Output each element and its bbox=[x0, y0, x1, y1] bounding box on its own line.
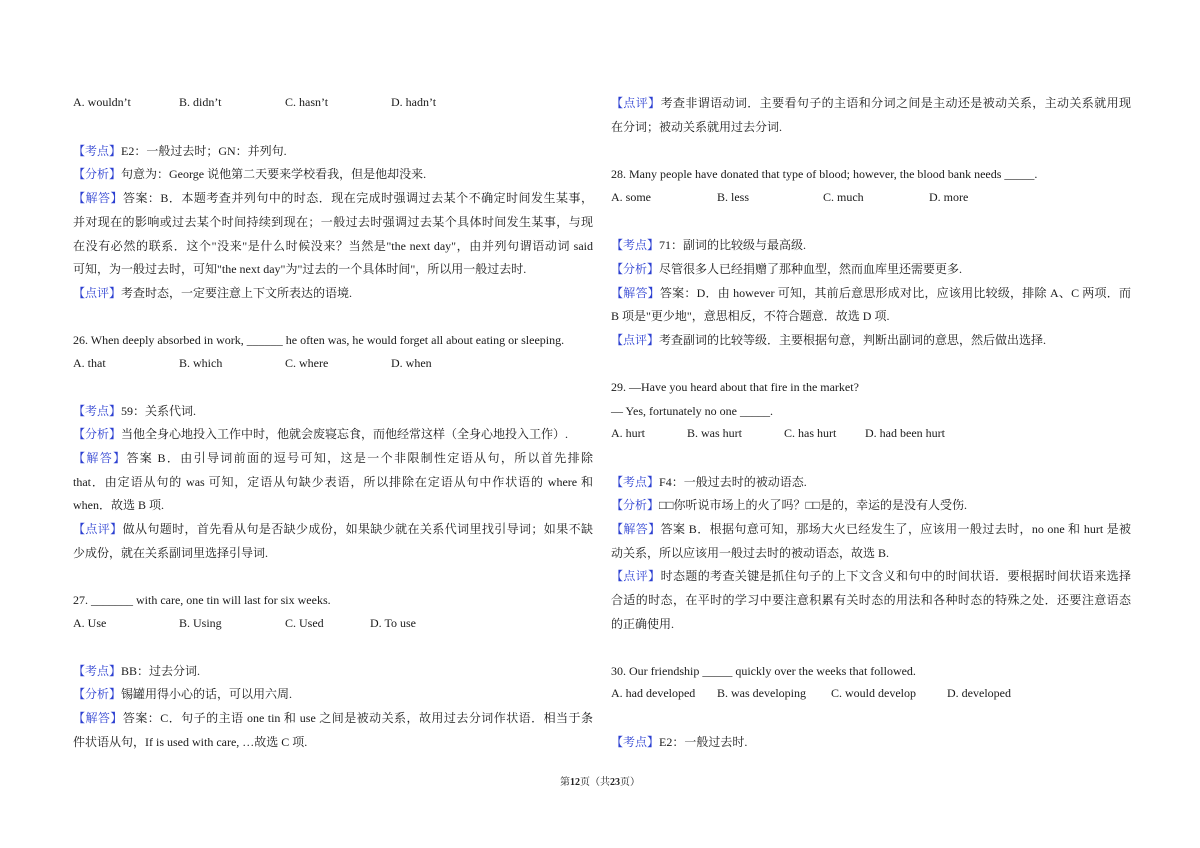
q26-stem: 26. When deeply absorbed in work, ______ he often was, he would forget all about eating or sleeping. bbox=[73, 333, 565, 347]
option-b: B. was hurt bbox=[687, 426, 742, 440]
q28-fenxi: 【分析】尽管很多人已经捐赠了那种血型，然而血库里还需要更多. bbox=[611, 262, 963, 276]
option-b: B. which bbox=[179, 356, 223, 370]
q28-kaodian: 【考点】71：副词的比较级与最高级. bbox=[611, 238, 807, 252]
option-a: A. had developed bbox=[611, 686, 696, 700]
q29-jieda-line2: 动关系，所以应该用一般过去时的被动语态，故选 B. bbox=[611, 546, 890, 560]
page-total: 23 bbox=[610, 777, 620, 788]
option-a: A. some bbox=[611, 190, 651, 204]
option-b: B. less bbox=[717, 190, 750, 204]
q28-stem: 28. Many people have donated that type of blood; however, the blood bank needs _____. bbox=[611, 167, 1038, 181]
option-c: C. would develop bbox=[831, 686, 916, 700]
option-d: D. developed bbox=[947, 686, 1011, 700]
q25-jieda-line1: 【解答】答案：B．本题考查并列句中的时态．现在完成时强调过去某个不确定时间发生某事， bbox=[73, 191, 593, 205]
option-d: D. had been hurt bbox=[865, 426, 945, 440]
q29-stem-line2: — Yes, fortunately no one _____. bbox=[611, 404, 773, 418]
option-c: C. where bbox=[285, 356, 329, 370]
q25-kaodian: 【考点】E2：一般过去时；GN：并列句. bbox=[73, 144, 287, 158]
q26-jieda-line1: 【解答】答案 B．由引导词前面的逗号可知，这是一个非限制性定语从句，所以首先排除 bbox=[73, 451, 593, 465]
option-d: D. To use bbox=[370, 616, 416, 630]
page-number: 12 bbox=[570, 777, 580, 788]
option-c: C. Used bbox=[285, 616, 324, 630]
q29-dianping-line3: 的正确使用. bbox=[611, 617, 675, 631]
q27-dianping-line1: 【点评】考查非谓语动词．主要看句子的主语和分词之间是主动还是被动关系，主动关系就用现 bbox=[611, 96, 1131, 110]
q28-jieda-line1: 【解答】答案：D．由 however 可知，其前后意思形成对比，应该用比较级，排除 A、C 两项．而 bbox=[611, 286, 1131, 300]
q28-jieda-line2: B 项是"更少地"，意思相反，不符合题意．故选 D 项. bbox=[611, 309, 890, 323]
q26-dianping-line2: 少成份，就在关系副词里选择引导词. bbox=[73, 546, 269, 560]
option-b: B. was developing bbox=[717, 686, 806, 700]
q27-fenxi: 【分析】锡罐用得小心的话，可以用六周. bbox=[73, 687, 293, 701]
option-a: A. that bbox=[73, 356, 106, 370]
option-a: A. hurt bbox=[611, 426, 645, 440]
option-c: C. hasn’t bbox=[285, 95, 329, 109]
q25-jieda-line4: 可知，为一般过去时，可知"the next day"为"过去的一个具体时间"，所以用一般过去时. bbox=[73, 262, 527, 276]
option-d: D. hadn’t bbox=[391, 95, 437, 109]
q25-dianping: 【点评】考查时态，一定要注意上下文所表达的语境. bbox=[73, 286, 353, 300]
q27-kaodian: 【考点】BB：过去分词. bbox=[73, 664, 201, 678]
q26-jieda-line3: when．故选 B 项. bbox=[73, 498, 164, 512]
q29-fenxi: 【分析】□□你听说市场上的火了吗？□□是的，幸运的是没有人受伤. bbox=[611, 498, 968, 512]
q29-dianping-line2: 合适的时态，在平时的学习中要注意积累有关时态的用法和各种时态的特殊之处．还要注意语态 bbox=[611, 593, 1131, 607]
option-c: C. has hurt bbox=[784, 426, 837, 440]
q26-dianping-line1: 【点评】做从句题时，首先看从句是否缺少成份，如果缺少就在关系代词里找引导词；如果不缺 bbox=[73, 522, 593, 536]
q27-dianping-line2: 在分词；被动关系就用过去分词. bbox=[611, 120, 783, 134]
q29-jieda-line1: 【解答】答案 B．根据句意可知，那场大火已经发生了，应该用一般过去时，no one 和 hurt 是被 bbox=[611, 522, 1131, 536]
q30-stem: 30. Our friendship _____ quickly over the weeks that followed. bbox=[611, 664, 916, 678]
q27-jieda-line2: 件状语从句，If is used with care, …故选 C 项. bbox=[73, 735, 308, 749]
q25-fenxi: 【分析】句意为：George 说他第二天要来学校看我，但是他却没来. bbox=[73, 167, 427, 181]
q26-jieda-line2: that．由定语从句的 was 可知，定语从句缺少表语，所以排除在定语从句中作状语的 where 和 bbox=[73, 475, 593, 489]
q27-stem: 27. _______ with care, one tin will last for six weeks. bbox=[73, 593, 331, 607]
q26-kaodian: 【考点】59：关系代词. bbox=[73, 404, 197, 418]
q29-stem-line1: 29. —Have you heard about that fire in the market? bbox=[611, 380, 859, 394]
q29-kaodian: 【考点】F4：一般过去时的被动语态. bbox=[611, 475, 807, 489]
q25-jieda-line3: 在没有必然的联系．这个"没来"是什么时候没来？当然是"the next day"，由并列句谓语动词 said bbox=[73, 239, 593, 253]
page-footer: 第12页（共23页） bbox=[560, 777, 640, 788]
option-a: A. Use bbox=[73, 616, 107, 630]
option-d: D. more bbox=[929, 190, 969, 204]
q26-fenxi: 【分析】当他全身心地投入工作中时，他就会废寝忘食，而他经常这样（全身心地投入工作）. bbox=[73, 427, 569, 441]
option-b: B. Using bbox=[179, 616, 222, 630]
q28-dianping: 【点评】考查副词的比较等级．主要根据句意，判断出副词的意思，然后做出选择. bbox=[611, 333, 1047, 347]
q30-kaodian: 【考点】E2：一般过去时. bbox=[611, 735, 748, 749]
option-d: D. when bbox=[391, 356, 432, 370]
option-b: B. didn’t bbox=[179, 95, 222, 109]
q27-jieda-line1: 【解答】答案：C．句子的主语 one tin 和 use 之间是被动关系，故用过去分词作状语．相当于条 bbox=[73, 711, 593, 725]
option-a: A. wouldn’t bbox=[73, 95, 131, 109]
q29-dianping-line1: 【点评】时态题的考查关键是抓住句子的上下文含义和句中的时间状语．要根据时间状语来选择 bbox=[611, 569, 1131, 583]
option-c: C. much bbox=[823, 190, 864, 204]
q25-jieda-line2: 并对现在的影响或过去某个时间持续到现在；一般过去时强调过去某个具体时间发生某事，与现 bbox=[73, 215, 593, 229]
